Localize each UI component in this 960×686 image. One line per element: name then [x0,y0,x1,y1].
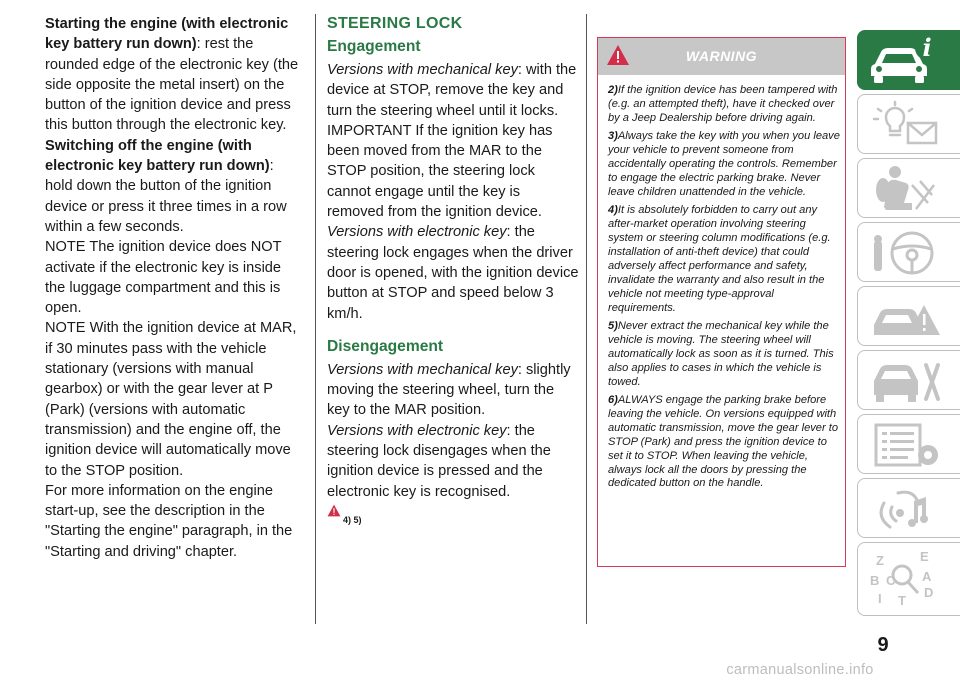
start-engine-text: : rest the rounded edge of the electronic key (the side opposite the metal insert) on the button of the ignition device and press this button through the electronic key. [45,36,299,134]
engagement-elec-text: : the steering lock engages when the driver door is opened, with the ignition device button at STOP and speed below 3 km/h. [327,224,579,322]
engagement-elec-label: Versions with electronic key [327,224,507,241]
section-heading-steering-lock: STEERING LOCK [327,15,463,32]
tab-getting-to-know[interactable] [857,30,960,90]
tab-emergency[interactable] [857,286,960,346]
warning-item-number: 3) [608,130,618,143]
disengagement-mech-label: Versions with mechanical key [327,361,518,378]
tab-index[interactable] [857,542,960,616]
emergency-car-icon [868,291,944,343]
warning-item [608,204,840,315]
stop-engine-heading: Switching off the engine (with electronic key battery run down) [45,137,270,175]
warning-item [608,320,840,390]
tab-technical-data[interactable] [857,414,960,474]
warning-header [598,38,845,75]
steering-wheel-key-icon [868,227,944,279]
page-number: 9 [877,634,889,656]
warning-references [327,504,579,526]
warning-item-number: 4) [608,204,618,217]
stop-engine-text: : hold down the button of the ignition device or press it three times in a row within a few seconds. [45,158,287,235]
index-icon [868,549,944,611]
safety-airbag-icon [868,163,944,215]
warning-item [608,84,840,126]
warning-item-text: It is absolutely forbidden to carry out any after-market operation involving steering system or steering column modifications (e.g. installation of anti-theft device) that could adversely affect performance and safety, invalidate the warranty and also result in the vehicle not meeting type-approval requirements. [608,204,831,314]
warning-title: WARNING [685,48,758,64]
car-info-icon [867,34,943,86]
warning-item-number: 6) [608,394,618,407]
text-column-left [45,14,303,562]
index-letter: T [898,593,906,608]
disengagement-mech-text: : slightly moving the steering wheel, turn the key to the MAR position. [327,361,571,419]
engagement-important: IMPORTANT If the ignition key has been moved from the MAR to the STOP position, the steering lock cannot engage until the key is removed from the ignition device. [327,122,553,221]
subheading-engagement: Engagement [327,38,421,55]
dashboard-lights-icon [868,99,944,151]
paragraph-start-engine [45,14,303,136]
maintenance-icon [868,355,944,407]
tab-dashboard[interactable] [857,94,960,154]
index-letter: E [920,549,929,564]
tab-safety[interactable] [857,158,960,218]
warning-item-text: ALWAYS engage the parking brake before leaving the vehicle. On versions equipped with automatic transmission, move the gear lever to STOP (Park) and press the ignition device to set it to STOP. When leaving the vehicle, always lock all the doors by pressing the dedicated button on the handle. [608,394,838,490]
warning-item-text: If the ignition device has been tampered with (e.g. an attempted theft), have it checked over by a Jeep Dealership before driving again. [608,84,838,124]
warning-item [608,394,840,491]
tab-maintenance[interactable] [857,350,960,410]
warning-item [608,130,840,200]
index-letter: Z [876,553,884,568]
column-divider-2 [586,14,587,624]
warning-item-number: 5) [608,320,618,332]
disengagement-electronic [327,421,579,502]
note-auto-stop: NOTE With the ignition device at MAR, if 30 minutes pass with the vehicle stationary (versions with manual gearbox) or with the gear lever at P (Park) (versions with automatic transmission) and the engine off, the ignition device will automatically move to the STOP position. [45,320,297,479]
tab-multimedia[interactable] [857,478,960,538]
index-letter: I [878,591,882,606]
warning-item-text: Always take the key with you when you leave your vehicle to prevent someone from accidentally operating the controls. Remember to engage the electric parking brake. Never leave children unattended in the vehicle. [608,130,840,198]
index-letter: C [886,573,896,588]
subheading-disengagement: Disengagement [327,337,444,355]
warning-box [597,37,846,567]
disengagement-mechanical [327,360,579,421]
disengagement-elec-text: : the steering lock disengages when the ignition device is pressed and the electronic key is recognised. [327,422,551,500]
warning-reference-numbers: 4) 5) [343,514,362,525]
technical-data-icon [868,419,944,471]
multimedia-icon [868,483,944,535]
index-letter: A [922,569,932,584]
text-column-middle [327,14,579,526]
info-letter: i [922,34,932,62]
engagement-mech-label: Versions with mechanical key [327,62,518,78]
warning-item-number: 2) [608,84,618,96]
more-info: For more information on the engine start-up, see the description in the "Starting the engine" paragraph, in the "Starting and driving" chapter. [45,482,293,560]
note-luggage: NOTE The ignition device does NOT activate if the electronic key is inside the luggage compartment and this is open. [45,239,282,317]
engagement-mechanical [327,60,579,121]
index-letter: B [870,573,880,588]
column-divider-1 [315,14,316,624]
warning-body [598,75,845,491]
paragraph-stop-engine [45,136,303,237]
start-engine-heading: Starting the engine (with electronic key battery run down) [45,16,289,53]
disengagement-elec-label: Versions with electronic key [327,422,507,439]
tab-starting-driving[interactable] [857,222,960,282]
warning-triangle-icon [327,504,341,517]
watermark: carmanualsonline.info [726,662,874,678]
index-letter: D [924,585,934,600]
engagement-mech-text: : with the device at STOP, remove the key and turn the steering wheel until it locks. [327,62,577,119]
engagement-electronic [327,222,579,323]
warning-item-text: Never extract the mechanical key while the vehicle is moving. The steering wheel will automatically lock as soon as it is turned. This also applies to cases in which the vehicle is towed. [608,320,834,388]
